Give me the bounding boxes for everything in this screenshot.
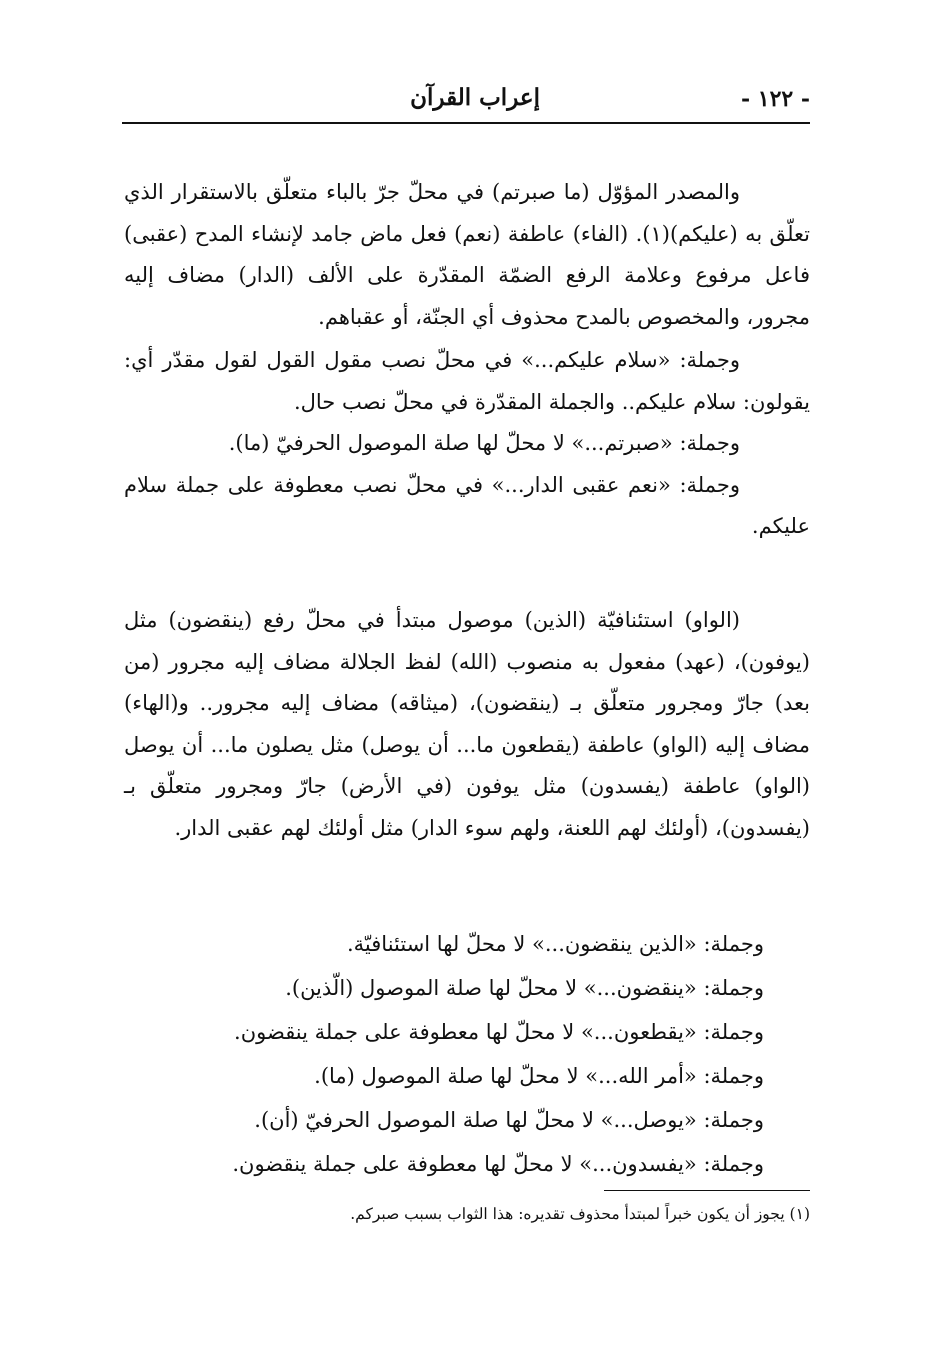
footnote: (١) يجوز أن يكون خبراً لمبتدأ محذوف تقديره: هذا الثواب بسبب صبركم.	[350, 1205, 810, 1223]
section-2	[124, 600, 810, 849]
jumla-item: وجملة: «يقطعون...» لا محلّ لها معطوفة على جملة ينقضون.	[234, 1020, 764, 1044]
book-title: إعراب القرآن	[410, 84, 540, 111]
section-2-jumal-list	[124, 922, 764, 1186]
footnote-divider	[604, 1190, 810, 1191]
jumla-item: وجملة: «صبرتم...» لا محلّ لها صلة الموصول الحرفيّ (ما).	[228, 431, 740, 455]
jumla-item: وجملة: «الذين ينقضون...» لا محلّ لها استئنافيّة.	[346, 932, 764, 956]
jumla-item: وجملة: «نعم عقبى الدار...» في محلّ نصب معطوفة على جملة سلام عليكم.	[124, 472, 810, 538]
header-divider	[122, 122, 810, 124]
jumla-item: وجملة: «سلام عليكم...» في محلّ نصب مقول القول لقول مقدّر أي: يقولون: سلام عليكم.. والجملة المقدّرة في محلّ نصب حال.	[124, 348, 810, 414]
jumla-item: وجملة: «يفسدون...» لا محلّ لها معطوفة على جملة ينقضون.	[232, 1152, 764, 1176]
page-number: - ١٢٢ -	[740, 86, 810, 112]
jumla-item: وجملة: «يوصل...» لا محلّ لها صلة الموصول الحرفيّ (أن).	[254, 1108, 764, 1132]
section-1-paragraph: والمصدر المؤوّل (ما صبرتم) في محلّ جرّ بالباء متعلّق بالاستقرار الذي تعلّق به (عليكم)(١). (الفاء) عاطفة (نعم) فعل ماض جامد لإنشاء المدح (عقبى) فاعل مرفوع وعلامة الرفع الضمّة المقدّرة على الألف (الدار) مضاف إليه مجرور، والمخصوص بالمدح محذوف أي الجنّة، أو عقباهم.	[124, 180, 810, 329]
page-header	[122, 72, 810, 120]
jumla-item: وجملة: «ينقضون...» لا محلّ لها صلة الموصول (الّذين).	[285, 976, 764, 1000]
section-2-paragraph: (الواو) استئنافيّة (الذين) موصول مبتدأ في محلّ رفع (ينقضون) مثل (يوفون)، (عهد) مفعول به منصوب (الله) لفظ الجلالة مضاف إليه مجرور (من بعد) جارّ ومجرور متعلّق بـ (ينقضون)، (ميثاقه) مضاف إليه مجرور.. و(الهاء) مضاف إليه (الواو) عاطفة (يقطعون ما... أن يوصل) مثل يصلون ما... أن يوصل (الواو) عاطفة (يفسدون) مثل يوفون (في الأرض) جارّ ومجرور متعلّق بـ (يفسدون)، (أولئك لهم اللعنة، ولهم سوء الدار) مثل أولئك لهم عقبى الدار.	[124, 608, 810, 840]
section-1	[124, 172, 810, 548]
jumla-item: وجملة: «أمر الله...» لا محلّ لها صلة الموصول (ما).	[314, 1064, 764, 1088]
